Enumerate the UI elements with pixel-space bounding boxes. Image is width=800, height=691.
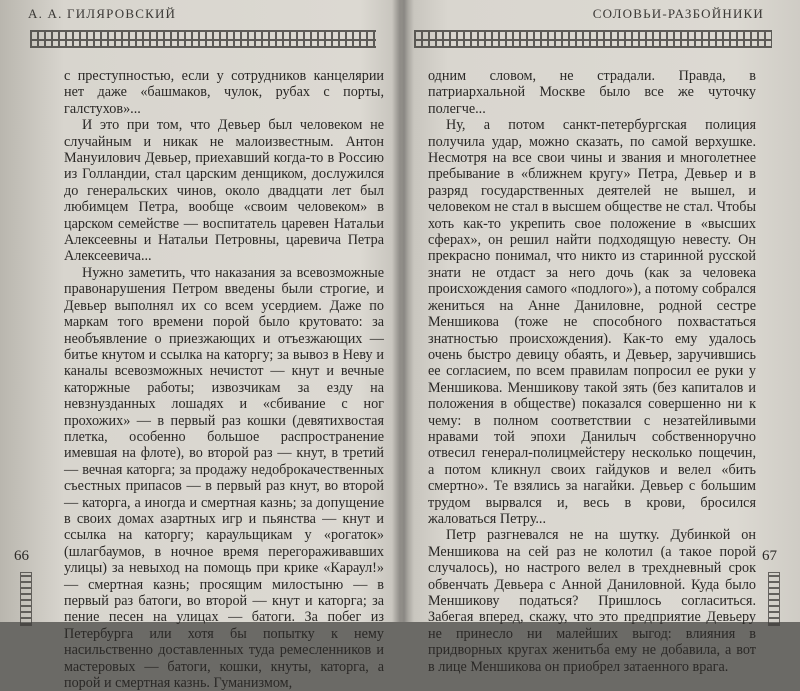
left-running-head: А. А. ГИЛЯРОВСКИЙ	[28, 6, 177, 21]
right-paragraph-1: одним словом, не страдали. Правда, в патриархальной Москве было все же чуточку полегче...	[428, 68, 756, 117]
right-running-head: СОЛОВЬИ-РАЗБОЙНИКИ	[592, 6, 764, 21]
left-page-number: 66	[14, 548, 29, 564]
right-ornament-strip	[768, 572, 780, 626]
right-paragraph-2: Ну, а потом санкт-петербургская полиция получила удар, можно сказать, по самой верхушке. Несмотря на все свои чины и звания и многолетнее пребывание в «ближнем кругу» Петра, Девьер и в разряд государственных деятелей не вышел, и человеком не стал в высшем обществе не стал. Чтобы хоть как-то укрепить свое положение в «высших сферах», он решил найти подходящую невесту. Он прекрасно понимал, что никто из старинной русской знати не отдаст за него дочь (как за человека происхождения самого «подлого»), а потому собрался жениться на Анне Даниловне, родной сестре Меншикова (тоже не способного похвастаться знатностью происхождения). Как-то ему удалось очень быстро девицу обаять, и Девьер, заручившись ее согласием, по всем правилам попросил ее руки у Меншикова. Меншикову такой зять (без капиталов и положения в обществе) показался совершенно ни к чему: в полном соответствии с незатейливыми нравами той эпохи Данилыч собственноручно отвесил генерал-полицмейстеру несколько пощечин, а потом кликнул своих гайдуков и велел «бить смертно». Те взялись за нагайки. Девьер с большим трудом вырвался и, весь в крови, бросился жаловаться Петру...	[428, 117, 756, 527]
right-page	[404, 0, 800, 675]
right-page-number: 67	[762, 548, 777, 564]
left-ornament-strip	[20, 572, 32, 626]
right-paragraph-3: Петр разгневался не на шутку. Дубинкой он Меншикова на сей раз не колотил (а такое порой случалось), но настрого велел в трехдневный срок обвенчать Девьера с Анной Даниловной. Куда было Меншикову податься? Пришлось согласиться. Забегая вперед, скажу, что это предприятие Девьеру не принесло ни малейших выгод: влияния в придворных кругах женитьба ему не добавила, а вот в лице Меншикова он приобрел затаенного врага.	[428, 527, 756, 675]
left-meander-ornament	[30, 30, 376, 48]
left-page	[0, 0, 398, 691]
left-paragraph-2: И это при том, что Девьер был человеком не случайным и никак не малоизвестным. Антон Мануилович Девьер, приехавший когда-то в Россию из Голландии, стал царским денщиком, дослужился до генеральских чинов, около двадцати лет был любимцем Петра, вообще «своим человеком» в царском семействе — воспитатель царевен Натальи Алексеевны и Натальи Петровны, царевича Петра Алексеевича...	[64, 117, 384, 265]
right-meander-ornament	[414, 30, 772, 48]
left-paragraph-1: с преступностью, если у сотрудников канцелярии нет даже «башмаков, чулок, рубах с порты, галстухов»...	[64, 68, 384, 117]
left-page-body	[64, 68, 384, 691]
left-paragraph-3: Нужно заметить, что наказания за всевозможные правонарушения Петром введены были строгие, и Девьер выполнял их со всем усердием. Даже по маркам того времени порой было крутовато: за необъявление о приезжающих и отъезжающих — битье кнутом и ссылка на каторгу; за вывоз в Неву и каналы всевозможных нечистот — кнут и вечные каторжные работы; извозчикам за езду на невзнузданных лошадях и «сбивание с ног прохожих» — в первый раз кошки (девятихвостая плетка, особенно большое распространение имевшая на флоте), во второй раз — кнут, в третий — вечная каторга; за продажу недоброкачественных съестных припасов — в первый раз кнут, во второй — каторга, а иногда и смертная казнь; за допущение в своих домах азартных игр и пьянства — кнут и ссылка на каторгу; караульщикам у «рогаток» (шлагбаумов, в ночное время перегораживавших улицы) за невыход на помощь при крике «Караул!» — смертная казнь; просящим милостыню — в первый раз батоги, во второй — кнут и каторга; за пение песен на улицах — батоги. За побег из Петербурга или хотя бы попытку к нему насильственно доставленных туда ремесленников и мастеровых — батоги, кошки, кнуты, каторга, а порой и смертная казнь. Гуманизмом,	[64, 264, 384, 691]
right-page-body	[428, 68, 756, 675]
